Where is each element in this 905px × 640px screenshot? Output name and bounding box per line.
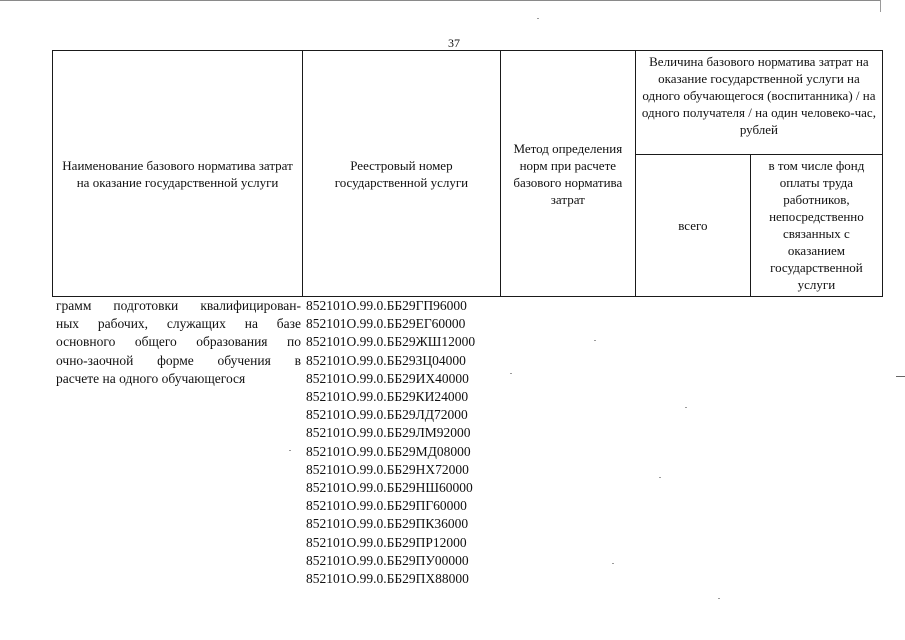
registry-number: 852101О.99.0.ББ29ПР12000 <box>306 534 467 550</box>
scan-speck <box>510 373 512 374</box>
registry-number: 852101О.99.0.ББ29НШ60000 <box>306 480 473 496</box>
header-cell-name: Наименование базового норматива затрат на оказание государственной услуги <box>53 51 303 297</box>
registry-number: 852101О.99.0.ББ29ПХ88000 <box>306 571 469 587</box>
header-cell-registry: Реестровый номер государственной услуги <box>303 51 501 297</box>
page-corner-mark <box>880 0 881 12</box>
registry-number: 852101О.99.0.ББ29ЗЦ04000 <box>306 352 466 368</box>
scan-speck <box>685 407 687 408</box>
registry-number: 852101О.99.0.ББ29НХ72000 <box>306 461 469 477</box>
registry-number: 852101О.99.0.ББ29ПК36000 <box>306 516 469 532</box>
registry-number: 852101О.99.0.ББ29ЛМ92000 <box>306 425 471 441</box>
norm-table-header <box>52 50 883 297</box>
registry-number: 852101О.99.0.ББ29ПУ00000 <box>306 552 469 568</box>
scan-speck <box>612 563 614 564</box>
registry-number: 852101О.99.0.ББ29ИХ40000 <box>306 370 469 386</box>
service-name-line: расчете на одного обучающегося <box>56 370 246 386</box>
scan-speck <box>718 598 720 599</box>
registry-number-list <box>306 297 475 588</box>
registry-number: 852101О.99.0.ББ29ГП96000 <box>306 298 467 313</box>
header-cell-method: Метод определения норм при расчете базового норматива затрат <box>500 51 635 297</box>
scan-speck <box>289 450 291 451</box>
header-cell-wage-fund: в том числе фонд оплаты труда работников, непосредственно связанных с оказанием государственной услуги <box>750 155 882 297</box>
service-name-line: основного общего образования по <box>56 334 301 350</box>
service-name-text <box>56 297 301 388</box>
service-name-line: ных рабочих, служащих на базе <box>56 316 301 332</box>
scan-speck <box>537 18 539 19</box>
service-name-line: очно-заочной форме обучения в <box>56 352 301 368</box>
registry-number: 852101О.99.0.ББ29ПГ60000 <box>306 498 467 514</box>
registry-number: 852101О.99.0.ББ29МД08000 <box>306 443 471 459</box>
margin-dash <box>896 376 905 377</box>
page-top-border <box>0 0 880 1</box>
page-number: 37 <box>448 36 460 50</box>
header-cell-value: Величина базового норматива затрат на оказание государственной услуги на одного обучающегося (воспитанника) / на одного получателя / на один человеко-час, рублей <box>635 51 882 155</box>
registry-number: 852101О.99.0.ББ29ЖШ12000 <box>306 334 476 350</box>
service-name-line: грамм подготовки квалифицирован- <box>56 298 301 313</box>
scan-speck <box>594 340 596 341</box>
scan-speck <box>659 477 661 478</box>
registry-number: 852101О.99.0.ББ29ЕГ60000 <box>306 316 466 332</box>
registry-number: 852101О.99.0.ББ29ЛД72000 <box>306 407 468 423</box>
header-cell-total: всего <box>635 155 750 297</box>
registry-number: 852101О.99.0.ББ29КИ24000 <box>306 389 469 405</box>
